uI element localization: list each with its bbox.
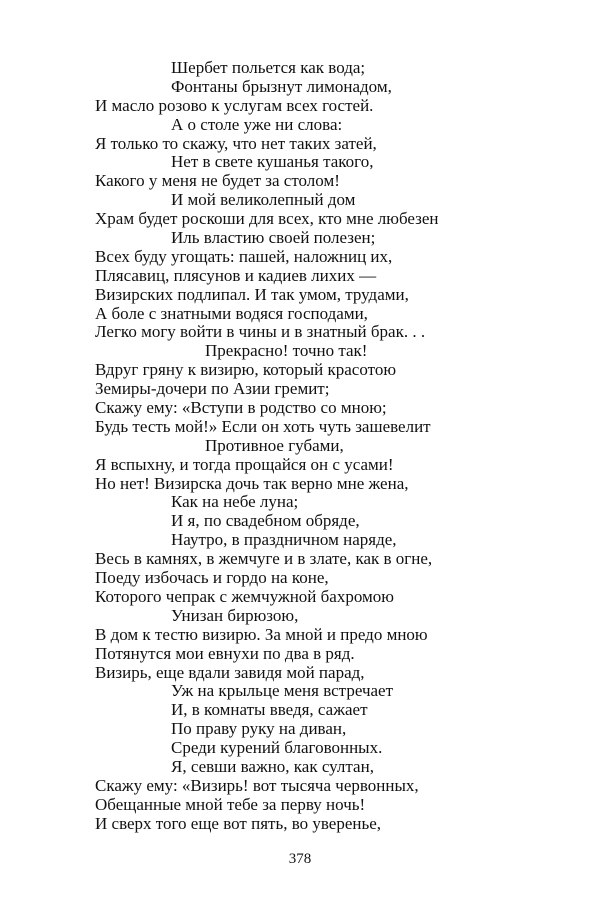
poem-line: Наутро, в праздничном наряде,: [171, 530, 397, 550]
poem-line: Среди курений благовонных.: [171, 738, 383, 758]
poem-line: Плясавиц, плясунов и кадиев лихих —: [95, 265, 377, 285]
poem-line: Поеду избочась и гордо на коне,: [95, 568, 329, 588]
poem-line: В дом к тестю визирю. За мной и предо мною: [95, 624, 428, 644]
poem-line: Унизан бирюзою,: [171, 605, 299, 625]
poem-line: Иль властию своей полезен;: [171, 228, 376, 248]
poem-line: Противное губами,: [205, 435, 344, 455]
poem-line: А боле с знатными водяся господами,: [95, 303, 368, 323]
poem-line: Я вспыхну, и тогда прощайся он с усами!: [95, 454, 394, 474]
poem-line: Скажу ему: «Визирь! вот тысяча червонных,: [95, 775, 419, 795]
poem-line: Я только то скажу, что нет таких затей,: [95, 133, 377, 153]
poem-line: Я, севши важно, как султан,: [171, 756, 374, 776]
poem-line: Легко могу войти в чины и в знатный брак. . .: [95, 322, 426, 342]
poem-line: Визирь, еще вдали завидя мой парад,: [95, 662, 365, 682]
poem-line: Весь в камнях, в жемчуге и в злате, как в огне,: [95, 549, 433, 569]
poem-line: Храм будет роскоши для всех, кто мне любезен: [95, 209, 439, 229]
poem-line: И мой великолепный дом: [171, 190, 356, 210]
poem-line: Скажу ему: «Вступи в родство со мною;: [95, 398, 387, 418]
poem-line: По праву руку на диван,: [171, 719, 347, 739]
poem-line: Потянутся мои евнухи по два в ряд.: [95, 643, 355, 663]
poem-line: Земиры-дочери по Азии гремит;: [95, 379, 330, 399]
poem-line: Всех буду угощать: пашей, наложниц их,: [95, 246, 393, 266]
poem-line: Фонтаны брызнут лимонадом,: [171, 76, 392, 96]
poem-line: И я, по свадебном обряде,: [171, 511, 360, 531]
poem-line: Будь тесть мой!» Если он хоть чуть зашевелит: [95, 416, 431, 436]
poem-line: Которого чепрак с жемчужной бахромою: [95, 586, 394, 606]
poem-line: Какого у меня не будет за столом!: [95, 171, 340, 191]
poem-line: И, в комнаты введя, сажает: [171, 700, 368, 720]
poem-line: И сверх того еще вот пять, во увереньe,: [95, 813, 382, 833]
poem-line: Вдруг гряну к визирю, который красотою: [95, 360, 397, 380]
poem-line: Как на небе луна;: [171, 492, 299, 512]
poem-line: А о столе уже ни слова:: [171, 114, 343, 134]
poem-line: Обещанные мной тебе за перву ночь!: [95, 794, 366, 814]
poem-line: Уж на крыльце меня встречает: [171, 681, 394, 701]
poem-line: Шербет польется как вода;: [171, 58, 366, 77]
poem-text: [95, 59, 515, 834]
poem-line: Нет в свете кушанья такого,: [171, 152, 374, 172]
poem-line: Но нет! Визирска дочь так верно мне жена,: [95, 473, 409, 493]
page-number: 378: [288, 851, 312, 867]
poem-line: Визирских подлипал. И так умом, трудами,: [95, 284, 409, 304]
poem-line: Прекрасно! точно так!: [205, 341, 368, 361]
poem-line: И масло розово к услугам всех гостей.: [95, 95, 374, 115]
